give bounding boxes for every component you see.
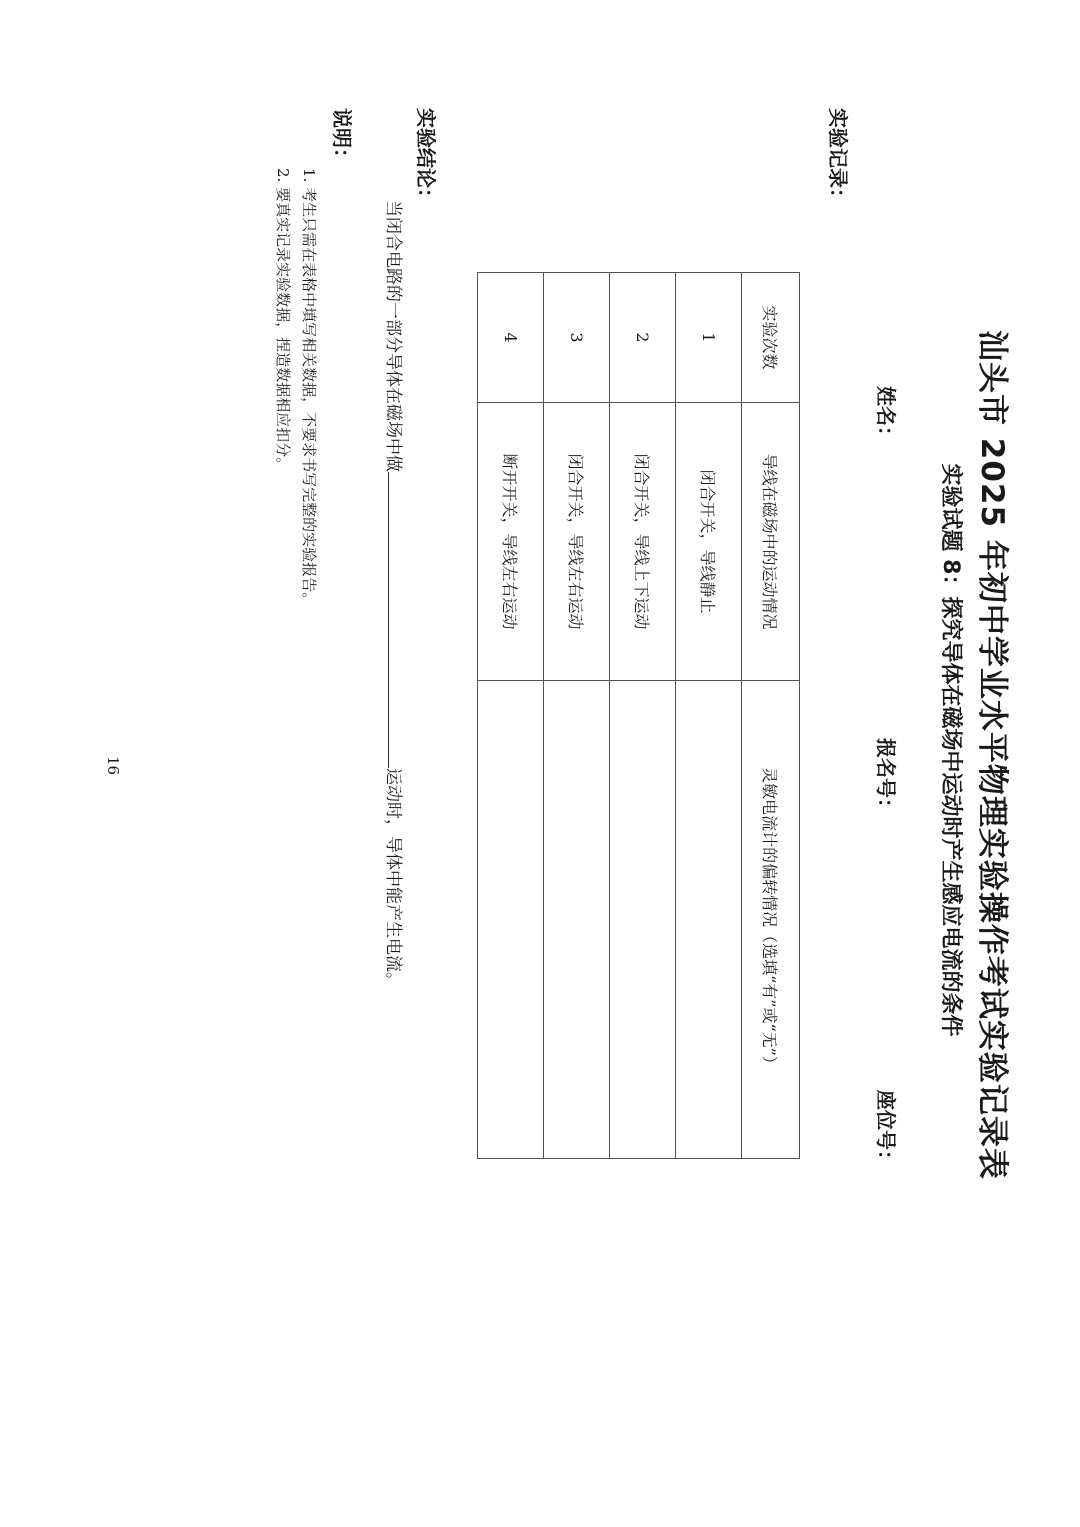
conclusion-blank-input[interactable]	[388, 472, 405, 768]
deflection-input-cell[interactable]	[544, 681, 610, 1159]
note-item: 2. 要真实记录实验数据，捏造数据相应扣分。	[274, 168, 292, 473]
conclusion-sentence	[383, 200, 408, 989]
registration-number-label: 报名号：	[874, 738, 898, 818]
trial-number-cell: 3	[544, 273, 610, 403]
conclusion-heading: 实验结论：	[414, 108, 438, 208]
note-item: 1. 考生只需在表格中填写相关数据，不要求书写完整的实验报告。	[300, 168, 318, 608]
page-title: 汕头市 2025 年初中学业水平物理实验操作考试实验记录表	[974, 330, 1010, 1180]
notes-heading: 说明：	[330, 108, 354, 168]
column-header-motion: 导线在磁场中的运动情况	[742, 403, 800, 681]
motion-cell: 闭合开关，导线静止	[676, 403, 742, 681]
table-row	[676, 273, 742, 1159]
motion-cell: 闭合开关，导线左右运动	[544, 403, 610, 681]
seat-number-label: 座位号：	[874, 1090, 898, 1170]
table-row	[544, 273, 610, 1159]
experiment-subtitle: 实验试题 8：探究导体在磁场中运动时产生感应电流的条件	[938, 463, 963, 1037]
trial-number-cell: 4	[478, 273, 544, 403]
table-row	[478, 273, 544, 1159]
deflection-input-cell[interactable]	[610, 681, 676, 1159]
column-header-trial-number: 实验次数	[742, 273, 800, 403]
conclusion-prefix: 当闭合电路的一部分导体在磁场中做	[383, 200, 403, 472]
motion-cell: 断开开关，导线左右运动	[478, 403, 544, 681]
conclusion-suffix: 运动时，导体中能产生电流。	[383, 768, 403, 989]
trial-number-cell: 2	[610, 273, 676, 403]
motion-cell: 闭合开关，导线上下运动	[610, 403, 676, 681]
page-number: 16	[104, 756, 122, 776]
trial-number-cell: 1	[676, 273, 742, 403]
record-heading: 实验记录：	[826, 108, 850, 208]
column-header-deflection: 灵敏电流计的偏转情况（选填“有”或“无”）	[742, 681, 800, 1159]
name-field-label: 姓名：	[874, 386, 898, 446]
table-row	[610, 273, 676, 1159]
record-table	[477, 272, 800, 1159]
deflection-input-cell[interactable]	[676, 681, 742, 1159]
deflection-input-cell[interactable]	[478, 681, 544, 1159]
table-header-row	[742, 273, 800, 1159]
